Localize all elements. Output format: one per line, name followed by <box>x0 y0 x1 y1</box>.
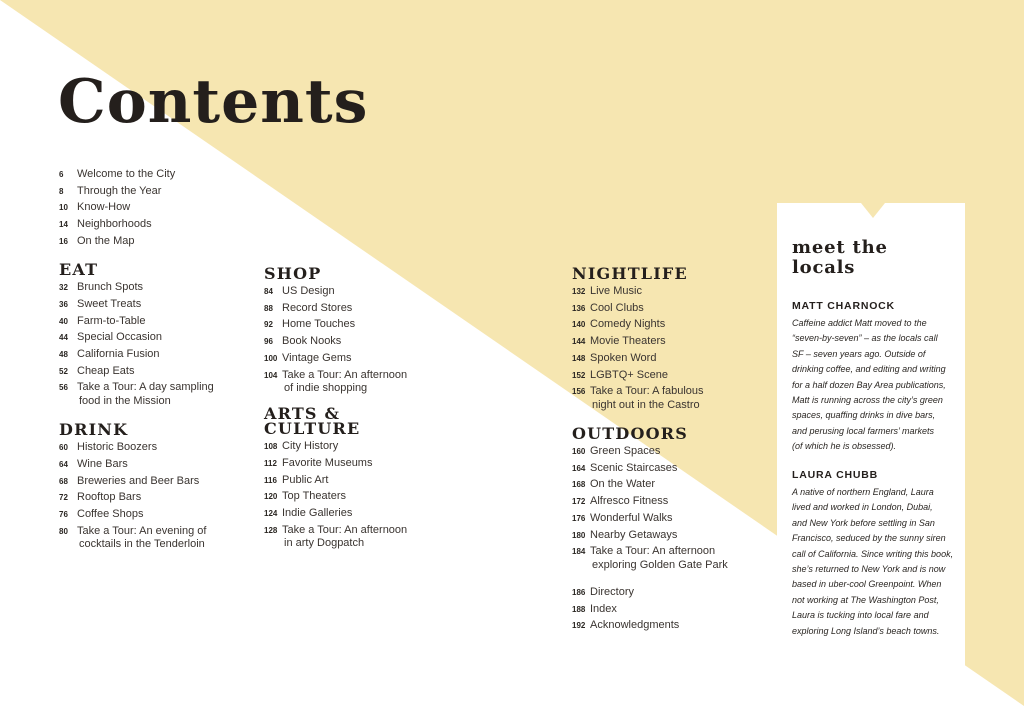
page-number: 136 <box>572 303 586 313</box>
entry-title-text: Indie Galleries <box>282 507 353 520</box>
backmatter-section <box>572 586 772 633</box>
entry-title <box>590 369 668 382</box>
entry-title <box>77 168 175 181</box>
entry-title <box>77 441 157 454</box>
entry-title <box>590 603 617 616</box>
toc-entry <box>264 302 464 315</box>
intro-list <box>59 168 259 248</box>
page-number: 104 <box>264 370 278 380</box>
toc-entry <box>59 365 259 378</box>
toc-entry <box>59 168 259 181</box>
page-number: 76 <box>59 510 68 520</box>
toc-entry <box>572 603 772 616</box>
toc-entry <box>59 331 259 344</box>
toc-entry <box>572 385 772 412</box>
page-number: 64 <box>59 459 68 469</box>
page-number: 96 <box>264 337 273 347</box>
entry-title <box>590 545 728 572</box>
entry-title <box>77 365 134 378</box>
entry-title-text: Index <box>590 602 617 615</box>
eat-heading: EAT <box>59 260 99 280</box>
page-number: 192 <box>572 621 586 631</box>
entry-title <box>77 218 152 231</box>
toc-entry <box>59 315 259 328</box>
drink-heading: DRINK <box>59 420 129 440</box>
toc-entry <box>572 545 772 572</box>
entry-title-text: Scenic Staircases <box>590 461 678 474</box>
page-number: 88 <box>264 303 273 313</box>
toc-entry <box>264 335 464 348</box>
page-number: 112 <box>264 459 277 469</box>
entry-title-text: Record Stores <box>282 301 353 314</box>
local-name: MATT CHARNOCK <box>792 300 895 312</box>
page-number: 188 <box>572 604 586 614</box>
entry-title-text: Historic Boozers <box>77 441 158 454</box>
toc-entry <box>59 298 259 311</box>
page-number: 148 <box>572 353 586 363</box>
toc-entry <box>59 201 259 214</box>
entry-title <box>282 474 328 487</box>
drink-section <box>59 422 259 551</box>
nightlife-heading: NIGHTLIFE <box>572 264 688 283</box>
toc-entry <box>572 512 772 525</box>
entry-title-text: Take a Tour: A fabulous <box>590 385 704 398</box>
entry-title <box>77 298 141 311</box>
toc-entry <box>59 281 259 294</box>
entry-title-text: Take a Tour: An afternoon <box>590 545 716 558</box>
entry-title-text: Home Touches <box>282 318 356 331</box>
drink-list <box>59 441 259 551</box>
toc-entry <box>572 302 772 315</box>
panel-notch <box>861 203 885 218</box>
entry-title-text: Green Spaces <box>590 445 661 458</box>
toc-entry <box>59 441 259 454</box>
page-number: 36 <box>59 299 68 309</box>
toc-entry <box>572 285 772 298</box>
toc-entry <box>572 619 772 632</box>
page-number: 124 <box>264 509 278 519</box>
page-number: 52 <box>59 366 68 376</box>
entry-title-text: Rooftop Bars <box>77 491 142 504</box>
entry-title-text: Book Nooks <box>282 335 342 348</box>
page-number: 180 <box>572 530 586 540</box>
outdoors-section <box>572 426 772 572</box>
toc-entry <box>59 475 259 488</box>
entry-title-text: Movie Theaters <box>590 335 666 348</box>
toc-entry <box>572 335 772 348</box>
entry-title-text: Wonderful Walks <box>590 511 673 524</box>
page-number: 140 <box>572 320 586 330</box>
page-number: 92 <box>264 320 273 330</box>
page-number: 84 <box>264 287 273 296</box>
eat-list <box>59 281 259 408</box>
toc-entry <box>264 285 464 298</box>
local-profile-laura <box>792 469 960 639</box>
page-number: 132 <box>572 287 586 296</box>
entry-title <box>590 586 634 599</box>
page-number: 120 <box>264 492 278 502</box>
nightlife-list <box>572 285 772 412</box>
page-number: 8 <box>59 186 64 196</box>
shop-list <box>264 285 464 395</box>
page-number: 40 <box>59 316 68 326</box>
page-number: 128 <box>264 525 278 535</box>
toc-entry <box>572 478 772 491</box>
outdoors-heading: OUTDOORS <box>572 424 688 444</box>
entry-title-text: Public Art <box>282 473 329 486</box>
entry-title-text: Know-How <box>77 201 131 214</box>
page-number: 152 <box>572 370 586 380</box>
toc-entry <box>59 185 259 198</box>
entry-title <box>77 458 128 471</box>
entry-title-text: Breweries and Beer Bars <box>77 474 200 487</box>
page-number: 56 <box>59 383 68 393</box>
entry-title <box>77 315 145 328</box>
page-number: 6 <box>59 170 64 179</box>
backmatter-list <box>572 586 772 633</box>
page-number: 48 <box>59 350 68 360</box>
toc-entry <box>572 445 772 458</box>
toc-entry <box>572 495 772 508</box>
entry-title <box>590 445 660 458</box>
entry-title <box>77 491 141 504</box>
entry-title-text: Take a Tour: An afternoon <box>282 368 408 381</box>
entry-title <box>77 235 134 248</box>
toc-column-2 <box>264 266 464 561</box>
page-number: 176 <box>572 513 586 523</box>
entry-title-text: LGBTQ+ Scene <box>590 368 668 381</box>
entry-title-continuation: cocktails in the Tenderloin <box>79 538 205 551</box>
entry-title-text: Take a Tour: An evening of <box>77 524 207 537</box>
entry-title-text: Alfresco Fitness <box>590 495 669 508</box>
entry-title <box>590 385 704 412</box>
toc-entry <box>264 352 464 365</box>
local-profile-matt <box>792 300 960 455</box>
toc-entry <box>264 490 464 503</box>
entry-title-text: Vintage Gems <box>282 351 352 364</box>
page-number: 144 <box>572 337 586 347</box>
entry-title-text: Take a Tour: A day sampling <box>77 381 214 394</box>
locals-heading: meet the locals <box>792 237 888 278</box>
page-number: 44 <box>59 333 68 343</box>
entry-title-continuation: in arty Dogpatch <box>284 537 365 550</box>
toc-entry <box>264 457 464 470</box>
toc-entry <box>59 381 259 408</box>
entry-title-text: Top Theaters <box>282 490 347 503</box>
entry-title-text: Farm-to-Table <box>77 314 146 327</box>
entry-title <box>77 331 162 344</box>
entry-title-continuation: exploring Golden Gate Park <box>592 558 728 571</box>
entry-title-text: Wine Bars <box>77 457 128 470</box>
toc-entry <box>59 458 259 471</box>
toc-entry <box>572 586 772 599</box>
toc-entry <box>572 529 772 542</box>
entry-title <box>590 495 668 508</box>
entry-title <box>77 381 214 408</box>
toc-entry <box>572 369 772 382</box>
toc-entry <box>264 474 464 487</box>
entry-title-continuation: of indie shopping <box>284 381 368 394</box>
entry-title <box>590 529 677 542</box>
nightlife-section <box>572 266 772 412</box>
entry-title <box>282 457 372 470</box>
page-number: 186 <box>572 588 586 598</box>
page-number: 168 <box>572 480 586 490</box>
entry-title-text: Coffee Shops <box>77 508 144 521</box>
page-number: 14 <box>59 220 68 230</box>
entry-title <box>590 512 673 525</box>
page-number: 116 <box>264 475 277 485</box>
entry-title-text: On the Water <box>590 478 656 491</box>
toc-entry <box>264 369 464 396</box>
entry-title-text: Neighborhoods <box>77 218 152 231</box>
toc-entry <box>572 352 772 365</box>
toc-entry <box>264 507 464 520</box>
entry-title <box>590 302 644 315</box>
entry-title-text: Nearby Getaways <box>590 528 678 541</box>
outdoors-list <box>572 445 772 572</box>
page-number: 32 <box>59 283 68 293</box>
page-number: 172 <box>572 497 586 507</box>
entry-title-text: Spoken Word <box>590 351 657 364</box>
entry-title-text: Cool Clubs <box>590 301 644 314</box>
entry-title-text: City History <box>282 440 339 453</box>
page-number: 68 <box>59 476 68 486</box>
entry-title <box>77 281 143 294</box>
entry-title-text: Welcome to the City <box>77 168 176 180</box>
entry-title <box>282 335 341 348</box>
entry-title-text: Special Occasion <box>77 331 162 344</box>
toc-entry <box>59 491 259 504</box>
shop-section <box>264 266 464 395</box>
entry-title-text: Through the Year <box>77 184 162 197</box>
entry-title-text: Directory <box>590 586 635 599</box>
page-number: 80 <box>59 526 68 536</box>
entry-title-continuation: night out in the Castro <box>592 398 700 411</box>
toc-entry <box>572 462 772 475</box>
toc-entry <box>59 348 259 361</box>
entry-title <box>590 462 677 475</box>
entry-title <box>282 440 338 453</box>
entry-title-text: Live Music <box>590 285 642 297</box>
entry-title-text: Take a Tour: An afternoon <box>282 523 408 536</box>
entry-title-text: Favorite Museums <box>282 457 373 470</box>
entry-title <box>590 335 666 348</box>
toc-entry <box>264 440 464 453</box>
entry-title <box>282 369 407 396</box>
page-title: Contents <box>58 67 369 137</box>
entry-title <box>282 524 407 551</box>
entry-title <box>282 490 346 503</box>
entry-title-text: Comedy Nights <box>590 318 666 331</box>
toc-entry <box>59 235 259 248</box>
arts-section <box>264 406 464 550</box>
entry-title <box>282 318 355 331</box>
toc-column-1 <box>59 168 259 562</box>
local-name: LAURA CHUBB <box>792 469 878 481</box>
entry-title-text: Brunch Spots <box>77 281 144 294</box>
eat-section <box>59 262 259 408</box>
entry-title <box>77 475 199 488</box>
shop-heading: SHOP <box>264 264 322 283</box>
page-number: 160 <box>572 447 586 457</box>
entry-title-text: US Design <box>282 285 335 297</box>
entry-title <box>590 285 642 298</box>
page-number: 16 <box>59 236 68 246</box>
entry-title <box>282 507 352 520</box>
entry-title-text: Cheap Eats <box>77 364 135 377</box>
local-bio: A native of northern England, Laura lived and worked in London, Dubai, and New York before settling in San Francisco, seduced by the sunny siren call of California. Since writing this book, she’s returned to New York and is now based in uber-cool Greenpoint. When not working at The Washington Post, Laura is tucking into local fare and exploring Long Island’s beach towns. <box>792 487 954 636</box>
entry-title-text: California Fusion <box>77 348 160 361</box>
page-number: 156 <box>572 387 586 397</box>
page-number: 72 <box>59 493 68 503</box>
entry-title <box>77 348 160 361</box>
toc-entry <box>264 524 464 551</box>
entry-title <box>590 352 656 365</box>
page-number: 10 <box>59 203 68 213</box>
local-bio: Caffeine addict Matt moved to the “seven-by-seven” – as the locals call SF – seven years ago. Outside of drinking coffee, and editing and writing for a half dozen Bay Area publications, Matt is running across the city’s green spaces, quaffing drinks in dive bars, and perusing local farmers’ markets (of which he is obsessed). <box>792 318 946 452</box>
entry-title <box>590 318 665 331</box>
page-number: 100 <box>264 353 278 363</box>
entry-title-text: On the Map <box>77 234 135 247</box>
entry-title <box>77 201 130 214</box>
entry-title <box>77 185 161 198</box>
entry-title-text: Acknowledgments <box>590 619 680 632</box>
entry-title <box>77 508 143 521</box>
page-number: 60 <box>59 443 68 453</box>
toc-entry <box>59 508 259 521</box>
arts-list <box>264 440 464 550</box>
arts-heading: ARTS & CULTURE <box>264 404 361 439</box>
entry-title-continuation: food in the Mission <box>79 394 171 407</box>
entry-title <box>590 478 655 491</box>
entry-title <box>77 525 206 552</box>
entry-title <box>282 302 352 315</box>
entry-title-text: Sweet Treats <box>77 297 142 310</box>
toc-entry <box>264 318 464 331</box>
toc-column-3 <box>572 266 772 643</box>
entry-title <box>282 285 335 298</box>
toc-entry <box>572 318 772 331</box>
entry-title <box>282 352 352 365</box>
intro-section <box>59 168 259 248</box>
page-number: 184 <box>572 547 586 557</box>
page-number: 108 <box>264 442 278 452</box>
toc-entry <box>59 525 259 552</box>
page-number: 164 <box>572 463 586 473</box>
toc-entry <box>59 218 259 231</box>
entry-title <box>590 619 679 632</box>
